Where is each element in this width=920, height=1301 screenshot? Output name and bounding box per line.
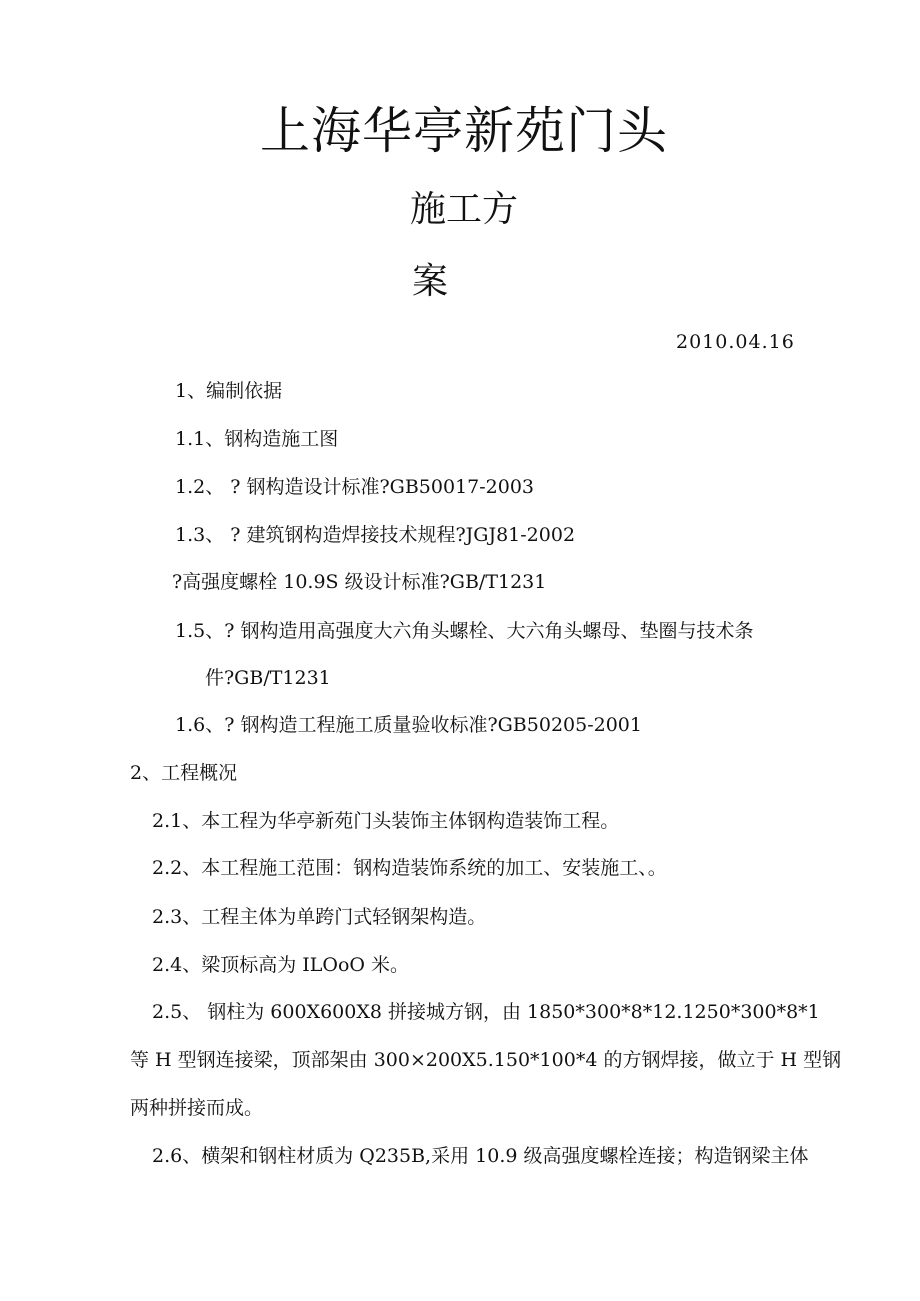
- section-2-heading: 2、工程概况: [130, 762, 238, 784]
- item-1-3: 1.3、 ? 建筑钢构造焊接技术规程?JGJ81-2002: [175, 524, 576, 546]
- item-2-5: 2.5、 钢柱为 600X600X8 拼接城方钢，由 1850*300*8*12.1250*300*8*1: [152, 1001, 820, 1023]
- item-2-3: 2.3、工程主体为单跨门式轻钢架构造。: [152, 906, 487, 928]
- item-2-6: 2.6、横架和钢柱材质为 Q235B,采用 10.9 级高强度螺栓连接；构造钢梁主体: [152, 1145, 809, 1167]
- item-1-5-continued: 件?GB/T1231: [205, 667, 331, 689]
- document-title: 上海华亭新苑门头: [260, 102, 668, 160]
- item-2-1: 2.1、本工程为华亭新苑门头装饰主体钢构造装饰工程。: [152, 810, 620, 832]
- item-2-5-continued-2: 两种拼接而成。: [130, 1097, 264, 1119]
- item-2-4: 2.4、梁顶标高为 ILOoO 米。: [152, 954, 410, 976]
- item-1-2: 1.2、 ? 钢构造设计标准?GB50017-2003: [175, 476, 535, 498]
- item-1-1: 1.1、钢构造施工图: [175, 428, 339, 450]
- item-1-5: 1.5、? 钢构造用高强度大六角头螺栓、大六角头螺母、垫圈与技术条: [175, 620, 754, 642]
- document-date: 2010.04.16: [676, 331, 795, 353]
- section-1-heading: 1、编制依据: [175, 380, 283, 402]
- item-2-2: 2.2、本工程施工范围：钢构造装饰系统的加工、安装施工、。: [152, 857, 667, 879]
- item-1-4: ?高强度螺栓 10.9S 级设计标准?GB/T1231: [172, 571, 547, 593]
- document-subtitle-line-2: 案: [412, 261, 449, 302]
- item-1-6: 1.6、? 钢构造工程施工质量验收标准?GB50205-2001: [175, 714, 642, 736]
- document-subtitle-line-1: 施工方: [410, 189, 519, 230]
- item-2-5-continued-1: 等 H 型钢连接梁，顶部架由 300×200X5.150*100*4 的方钢焊接，做立于 H 型钢: [130, 1049, 842, 1071]
